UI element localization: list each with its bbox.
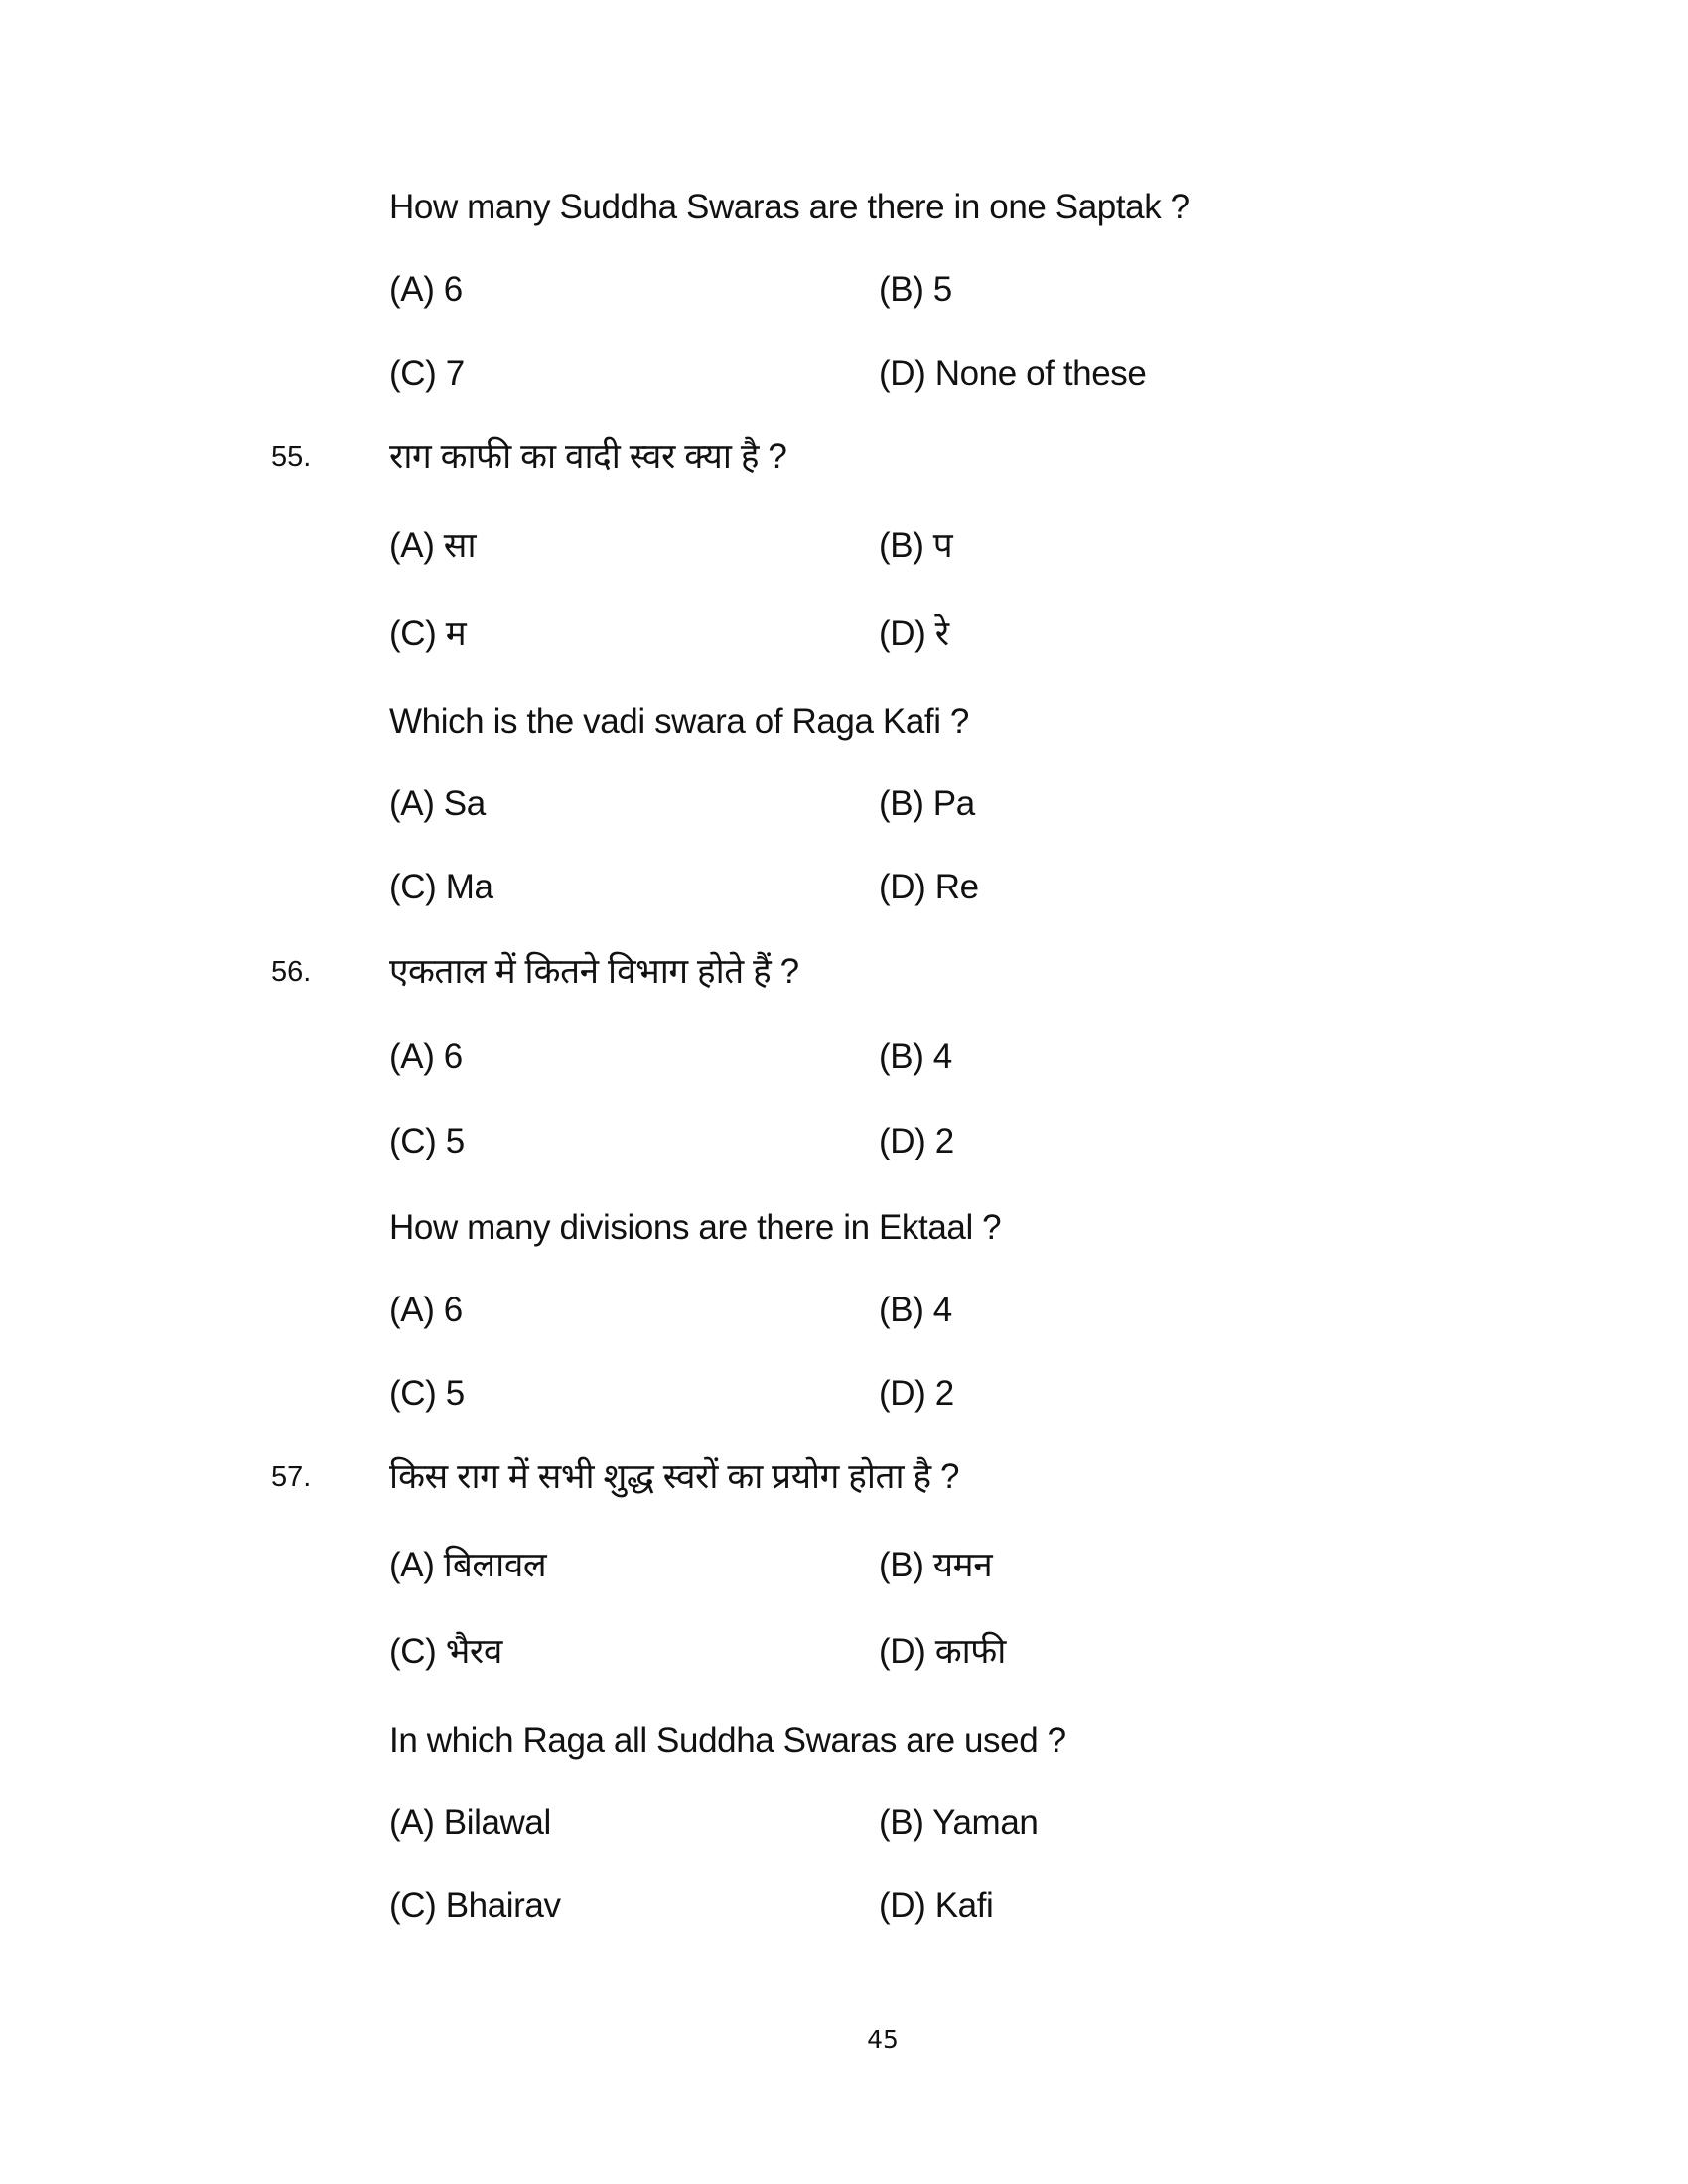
question-text: In which Raga all Suddha Swaras are used ? (389, 1721, 1066, 1760)
option-b: (B) Yaman (879, 1803, 1039, 1842)
question-text: किस राग में सभी शुद्ध स्वरों का प्रयोग होता है ? (389, 1457, 960, 1496)
option-d: (D) 2 (879, 1374, 954, 1413)
page-number: 45 (867, 2025, 899, 2054)
option-c: (C) 5 (389, 1374, 465, 1413)
option-b: (B) 5 (879, 270, 952, 309)
option-c: (C) भैरव (389, 1632, 502, 1671)
question-text: Which is the vadi swara of Raga Kafi ? (389, 702, 969, 741)
option-c: (C) Bhairav (389, 1886, 561, 1925)
option-a: (A) 6 (389, 1291, 463, 1329)
question-number: 57. (271, 1461, 312, 1493)
option-d: (D) काफी (879, 1632, 1006, 1671)
question-number: 56. (271, 956, 312, 988)
option-b: (B) यमन (879, 1546, 993, 1584)
option-d: (D) रे (879, 614, 949, 653)
option-a: (A) सा (389, 526, 477, 565)
option-a: (A) बिलावल (389, 1546, 547, 1584)
question-number: 55. (271, 441, 312, 473)
option-a: (A) Bilawal (389, 1803, 551, 1842)
option-a: (A) Sa (389, 784, 486, 823)
option-b: (B) प (879, 526, 953, 565)
question-text: राग काफी का वादी स्वर क्या है ? (389, 437, 787, 476)
option-a: (A) 6 (389, 270, 463, 309)
option-c: (C) 5 (389, 1122, 465, 1160)
question-text: How many divisions are there in Ektaal ? (389, 1208, 1002, 1247)
option-c: (C) Ma (389, 868, 493, 906)
option-a: (A) 6 (389, 1037, 463, 1076)
option-d: (D) None of these (879, 354, 1147, 393)
option-d: (D) Kafi (879, 1886, 994, 1925)
option-d: (D) 2 (879, 1122, 954, 1160)
option-c: (C) 7 (389, 354, 465, 393)
option-b: (B) 4 (879, 1291, 952, 1329)
option-b: (B) Pa (879, 784, 975, 823)
question-text: How many Suddha Swaras are there in one Saptak ? (389, 188, 1190, 226)
question-text: एकताल में कितने विभाग होते हैं ? (389, 952, 799, 991)
option-c: (C) म (389, 614, 467, 653)
option-b: (B) 4 (879, 1037, 952, 1076)
option-d: (D) Re (879, 868, 979, 906)
